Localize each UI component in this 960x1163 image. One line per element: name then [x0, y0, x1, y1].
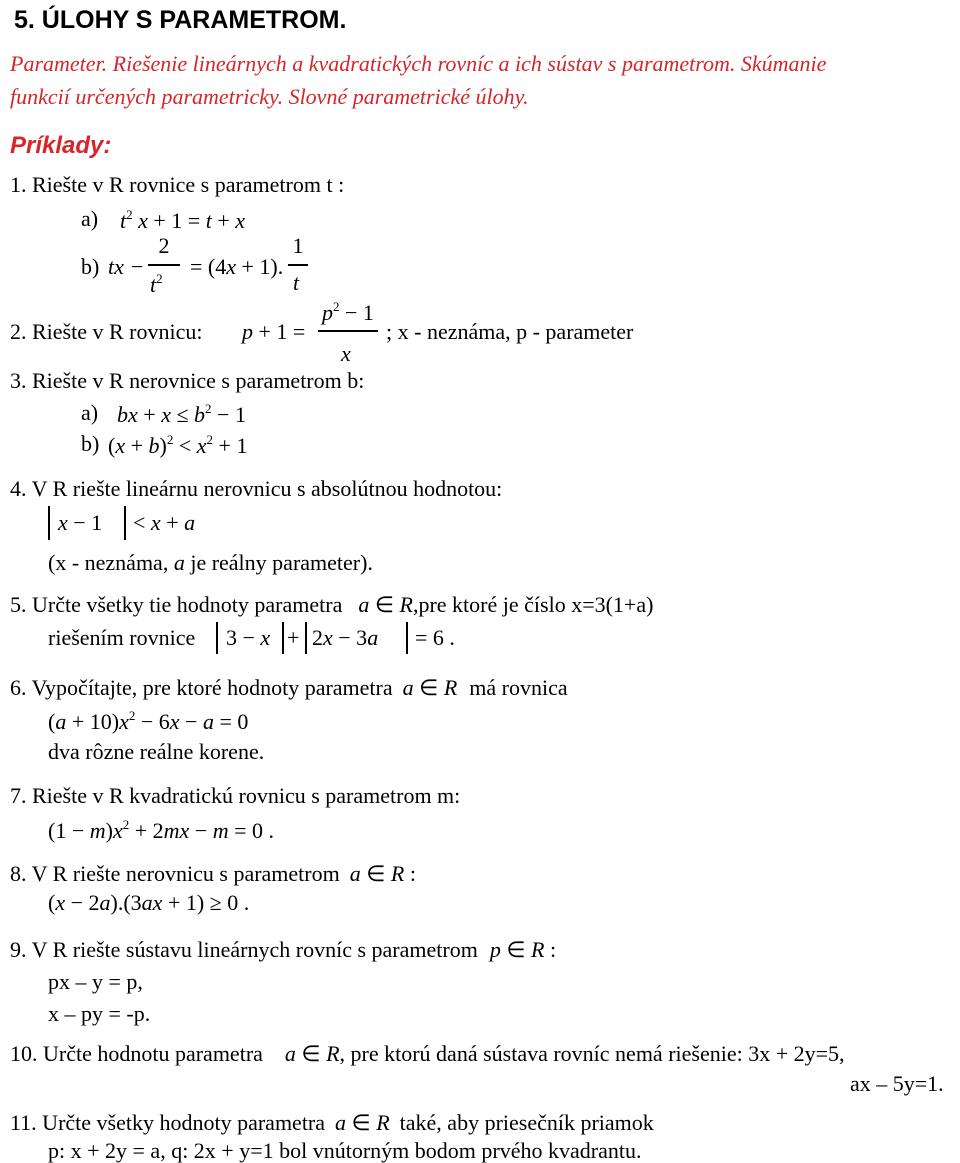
problem-10-line-2: ax – 5y=1. — [850, 1071, 944, 1096]
problem-3-text: 3. Riešte v R nerovnice s parametrom b: — [10, 368, 365, 393]
problem-2-text: 2. Riešte v R rovnicu: — [10, 319, 203, 344]
problem-6-text: 6. Vypočítajte, pre ktoré hodnoty parametra a ∈ R má rovnica — [10, 675, 568, 700]
problem-9-equation-1: px – y = p, — [48, 969, 143, 994]
problem-9-equation-2: x – py = -p. — [48, 1001, 151, 1026]
problem-7-equation: $(1 - m)x^2 + 2mx - m = 0$ . — [48, 817, 275, 843]
problem-1a-equation: $t^2$ x + 1 = t + x — [120, 207, 246, 233]
problem-10-text: 10. Určte hodnotu parametra a ∈ R, pre ktorú daná sústava rovníc nemá riešenie: 3x + 2y=5, — [10, 1041, 845, 1066]
problem-3b-label: b) — [81, 431, 100, 456]
problem-11-text: 11. Určte všetky hodnoty parametra a ∈ R také, aby priesečník priamok — [10, 1110, 654, 1135]
problem-2-note: ; x - neznáma, p - parameter — [386, 319, 634, 344]
problem-1-text: 1. Riešte v R rovnice s parametrom t : — [10, 172, 345, 197]
problem-3b-inequality: $(x + b)^2 < x^2 + 1$ — [108, 432, 248, 458]
problem-8-text: 8. V R riešte nerovnicu s parametrom a ∈ R : — [10, 861, 416, 886]
problem-1b-label: b) — [81, 254, 100, 279]
problem-1a-label: a) — [81, 206, 99, 231]
problem-6-line-3: dva rôzne reálne korene. — [48, 739, 265, 764]
problem-4-text: 4. V R riešte lineárnu nerovnicu s absolútnou hodnotou: — [10, 476, 503, 501]
problem-11-line-2: p: x + 2y = a, q: 2x + y=1 bol vnútorným bodom prvého kvadrantu. — [48, 1138, 642, 1163]
page-title: 5. ÚLOHY S PARAMETROM. — [14, 6, 347, 34]
problem-5-line-2: riešením rovnice — [48, 625, 196, 650]
problem-7-text: 7. Riešte v R kvadratickú rovnicu s parametrom m: — [10, 783, 461, 808]
examples-heading: Príklady: — [10, 132, 112, 159]
problem-6-equation: $(a + 10)x^2 - 6x - a = 0$ — [48, 708, 249, 734]
problem-4-note: (x - neznáma, a je reálny parameter). — [48, 550, 373, 575]
problem-3a-inequality: bx + $x \le b^2 - 1$ — [117, 401, 246, 427]
intro-line-2: funkcií určených parametricky. Slovné parametrické úlohy. — [10, 84, 529, 109]
problem-5-text: 5. Určte všetky tie hodnoty parametra a ∈ R,pre ktoré je číslo x=3(1+a) — [10, 592, 654, 617]
problem-9-text: 9. V R riešte sústavu lineárnych rovníc s parametrom p ∈ R : — [10, 937, 557, 962]
problem-8-inequality: (x − 2a).(3ax + 1) ≥ 0 . — [48, 890, 250, 915]
problem-3a-label: a) — [81, 400, 99, 425]
intro-line-1: Parameter. Riešenie lineárnych a kvadratických rovníc a ich sústav s parametrom. Skúmanie — [10, 51, 827, 76]
